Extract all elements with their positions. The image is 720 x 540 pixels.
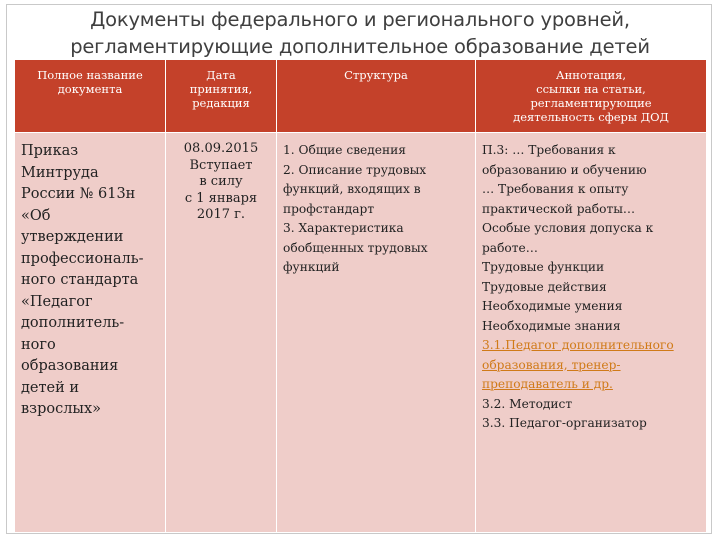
documents-table [14, 59, 707, 533]
table-header-row [15, 60, 707, 133]
header-date: Дата принятия, редакция [166, 60, 277, 133]
profstandard-link[interactable]: 3.1.Педагог дополнительного образования, тренер- преподаватель и др. [482, 338, 674, 391]
cell-document: Приказ Минтруда России № 613н «Об утверждении профессиональ- ного стандарта «Педагог дополнитель- ного образования детей и взрослых» [15, 133, 166, 533]
cell-annotation: П.3: … Требования к образованию и обучению … Требования к опыту практической работы… Особые условия допуска к работе… Трудовые функции Трудовые действия Необходимые умения Необходимые знания 3.1.Педагог дополнительного образования, тренер- преподаватель и др. 3.2. Методист 3.3. Педагог-организатор [476, 133, 707, 533]
slide-title [0, 6, 720, 60]
header-structure: Структура [277, 60, 476, 133]
table-row [15, 133, 707, 533]
title-line-1: Документы федерального и регионального уровней, [90, 8, 630, 31]
cell-structure: 1. Общие сведения 2. Описание трудовых функций, входящих в профстандарт 3. Характеристика обобщенных трудовых функций [277, 133, 476, 533]
cell-date: 08.09.2015 Вступает в силу с 1 января 2017 г. [166, 133, 277, 533]
header-full-name: Полное название документа [15, 60, 166, 133]
header-annotation: Аннотация, ссылки на статьи, регламентирующие деятельность сферы ДОД [476, 60, 707, 133]
title-line-2: регламентирующие дополнительное образование детей [70, 35, 650, 58]
